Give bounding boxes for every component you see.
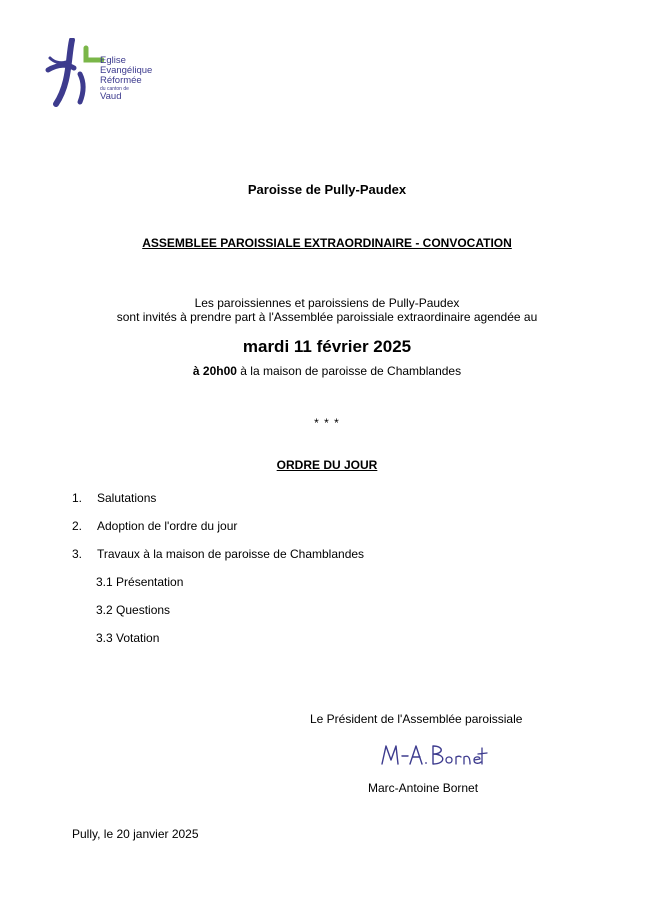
agenda-item-number: 3. <box>72 547 83 561</box>
agenda-item <box>72 491 364 519</box>
signer-role: Le Président de l'Assemblée paroissiale <box>310 712 523 726</box>
agenda-title: ORDRE DU JOUR <box>276 458 378 472</box>
intro-line-1: Les paroissiennes et paroissiens de Pully-Paudex <box>194 296 460 310</box>
handwritten-signature <box>378 738 488 772</box>
meeting-date: mardi 11 février 2025 <box>242 337 412 356</box>
separator: * * * <box>314 416 340 430</box>
logo-line-3: Réformée <box>100 75 142 86</box>
church-logo <box>44 38 164 120</box>
agenda-item-label: Travaux à la maison de paroisse de Chamblandes <box>97 547 365 561</box>
meeting-place: à la maison de paroisse de Chamblandes <box>236 364 462 378</box>
agenda-item-label: Adoption de l'ordre du jour <box>97 519 238 533</box>
logo-line-1: Eglise <box>100 55 126 66</box>
intro-line-2: sont invités à prendre part à l'Assemblée paroissiale extraordinaire agendée au <box>116 310 538 324</box>
place-date: Pully, le 20 janvier 2025 <box>72 827 199 841</box>
logo-small-line: du canton de <box>100 86 129 92</box>
meeting-time: à 20h00 <box>192 364 237 378</box>
document-heading: ASSEMBLEE PAROISSIALE EXTRAORDINAIRE - CONVOCATION <box>142 236 512 250</box>
agenda-item-number: 1. <box>72 491 83 505</box>
agenda-item-label: Salutations <box>97 491 157 505</box>
agenda-item <box>72 547 364 575</box>
agenda-sub-item: 3.1 Présentation <box>96 575 184 589</box>
agenda-item <box>72 519 364 547</box>
logo-line-4: Vaud <box>100 91 122 102</box>
intro-paragraph <box>0 296 654 324</box>
agenda-item-number: 2. <box>72 519 83 533</box>
signer-name: Marc-Antoine Bornet <box>368 781 479 795</box>
agenda-sub-item: 3.2 Questions <box>96 603 171 617</box>
cross-dove-icon <box>44 38 104 108</box>
agenda-sub-item: 3.3 Votation <box>96 631 160 645</box>
meeting-time-place <box>0 364 654 378</box>
logo-line-2: Evangélique <box>100 65 153 76</box>
agenda-list <box>72 491 364 659</box>
logo-text <box>100 56 152 102</box>
parish-name: Paroisse de Pully-Paudex <box>247 182 407 197</box>
